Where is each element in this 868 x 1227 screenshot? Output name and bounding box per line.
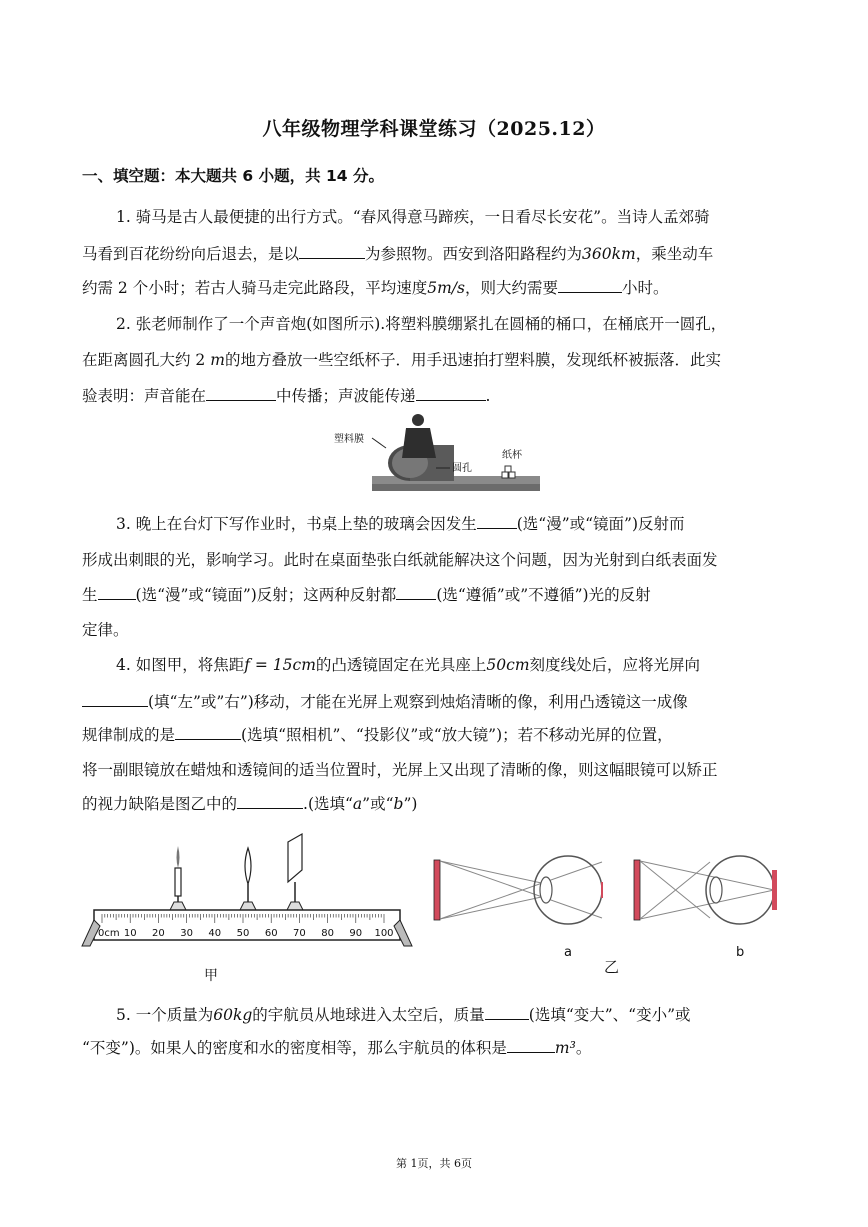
paper-cup [505, 466, 511, 472]
q5-mass: 60kg [213, 1006, 253, 1024]
answer-blank[interactable] [206, 386, 276, 401]
ruler-label: 0cm [98, 928, 120, 939]
q5-text: 5. 一个质量为 [116, 1006, 214, 1024]
figure-label-jia: 甲 [204, 968, 218, 984]
answer-blank[interactable] [485, 1005, 529, 1020]
convex-lens [245, 848, 251, 884]
q2-text: . [485, 387, 491, 405]
q5-line-1 [116, 1003, 691, 1025]
q4-text: 将一副眼镜放在蜡烛和透镜间的适当位置时，光屏上又出现了清晰的像，则这幅眼镜可以矫正 [82, 761, 718, 779]
eye-lens-b [710, 877, 722, 903]
q1-text: ，则大约需要 [464, 279, 558, 297]
q1-text: 小时。 [621, 279, 669, 297]
q5-line-2 [82, 1036, 591, 1058]
q4-text: ”) [403, 795, 418, 813]
ruler-label: 70 [293, 928, 306, 939]
teacher-body [402, 428, 436, 458]
ruler-label: 50 [236, 928, 250, 939]
q2-line-2 [82, 348, 721, 370]
q1-text: 为参照物。西安到洛阳路程约为 [365, 245, 583, 263]
answer-blank[interactable] [82, 692, 148, 707]
q4-line-2 [82, 690, 688, 712]
q4-option-a: a [352, 795, 363, 813]
q5-text: (选填“变大”、“变小”或 [528, 1006, 691, 1024]
q3-line-4 [82, 618, 129, 640]
label-hole: 圆孔 [452, 463, 472, 474]
q3-text: 生 [82, 586, 98, 604]
q1-line-3 [82, 276, 669, 298]
ruler-label: 30 [180, 928, 193, 939]
light-ray [440, 862, 602, 919]
page-footer: 第 1页，共 6页 [396, 1157, 472, 1170]
q4-text: ”或“ [362, 795, 394, 813]
ruler-label: 40 [208, 928, 222, 939]
eye-label-a: a [564, 945, 572, 960]
q4-position: 50cm [486, 656, 530, 674]
figure-label-yi: 乙 [604, 958, 620, 976]
holder [240, 902, 256, 910]
q4-text: 的视力缺陷是图乙中的 [82, 795, 238, 813]
holder [170, 902, 186, 910]
q2-line-3 [82, 384, 490, 406]
q4-line-1 [116, 653, 700, 675]
q4-option-b: b [393, 795, 404, 813]
paper-cup [502, 472, 508, 478]
q3-line-1 [116, 512, 685, 534]
answer-blank[interactable] [299, 244, 365, 259]
q3-line-2 [82, 548, 718, 570]
label-cup: 纸杯 [502, 450, 522, 461]
optical-bench-figure [80, 828, 420, 990]
q5-text: 的宇航员从地球进入太空后，质量 [252, 1006, 485, 1024]
answer-blank[interactable] [558, 278, 622, 293]
q4-text: (填“左”或”右”)移动，才能在光屏上观察到烛焰清晰的像，利用凸透镜这一成像 [148, 693, 688, 711]
q1-distance: 360km [582, 245, 636, 263]
answer-blank[interactable] [477, 514, 517, 529]
candle [175, 868, 181, 896]
q2-text: 在距离圆孔大约 2 [82, 351, 206, 369]
light-ray [440, 861, 602, 918]
q4-text: (选填“照相机”、“投影仪”或“放大镜”)；若不移动光屏的位置， [241, 726, 673, 744]
teacher-head [412, 414, 424, 426]
q1-text: 马看到百花纷纷向后退去，是以 [82, 245, 300, 263]
paper-cup [509, 472, 515, 478]
answer-blank[interactable] [98, 585, 136, 600]
q4-text: 刻度线处后，应将光屏向 [529, 656, 701, 674]
q4-line-3 [82, 723, 673, 745]
q1-text: 1. 骑马是古人最便捷的出行方式。“春风得意马蹄疾，一日看尽长安花”。当诗人孟郊骑 [116, 208, 710, 226]
object-pencil-a [434, 860, 440, 920]
q5-text: “不变”)。如果人的密度和水的密度相等，那么宇航员的体积是 [82, 1039, 507, 1057]
ruler-label: 90 [349, 928, 363, 939]
ruler-label: 80 [321, 928, 334, 939]
q4-text: 规律制成的是 [82, 726, 176, 744]
film-pointer [372, 438, 386, 448]
object-pencil-b [634, 860, 640, 920]
q3-text: (选“漫”或“镜面”)反射；这两种反射都 [135, 586, 397, 604]
q3-text: 形成出刺眼的光，影响学习。此时在桌面垫张白纸就能解决这个问题，因为光射到白纸表面发 [82, 551, 718, 569]
q1-text: ，乘坐动车 [635, 245, 714, 263]
q4-line-5 [82, 792, 417, 814]
q4-focal-length: f = 15cm [244, 656, 316, 674]
light-ray [640, 862, 710, 919]
ruler-label: 60 [264, 928, 278, 939]
light-ray [440, 896, 546, 919]
q2-unit: m [210, 351, 225, 369]
q3-text: (选“漫”或“镜面”)反射而 [516, 515, 685, 533]
eye-diagrams-figure [428, 848, 798, 978]
q4-line-4 [82, 758, 718, 780]
q5-text: 。 [575, 1039, 592, 1057]
answer-blank[interactable] [396, 585, 436, 600]
q3-line-3 [82, 583, 651, 605]
answer-blank[interactable] [507, 1038, 555, 1053]
q1-line-2 [82, 242, 713, 264]
q4-text: .(选填“ [303, 795, 353, 813]
q2-text: 的地方叠放一些空纸杯子．用手迅速拍打塑料膜，发现纸杯被振落．此实 [224, 351, 721, 369]
q1-speed: 5m/s [427, 279, 465, 297]
q4-text: 4. 如图甲，将焦距 [116, 656, 245, 674]
q3-text: 3. 晚上在台灯下写作业时，书桌上垫的玻璃会因发生 [116, 515, 477, 533]
q2-text: 验表明：声音能在 [82, 387, 207, 405]
light-ray [440, 861, 546, 884]
q4-text: 的凸透镜固定在光具座上 [315, 656, 487, 674]
image-b [772, 870, 777, 910]
sound-cannon-figure [332, 414, 544, 498]
eye-lens-a [540, 877, 552, 903]
label-film: 塑料膜 [334, 434, 364, 445]
eye-label-b: b [736, 945, 745, 960]
ruler-label: 20 [152, 928, 165, 939]
q2-line-1 [116, 312, 726, 334]
answer-blank[interactable] [237, 794, 303, 809]
light-ray [640, 861, 710, 918]
answer-blank[interactable] [416, 386, 486, 401]
q5-unit: m³ [554, 1039, 576, 1057]
light-screen [288, 834, 302, 882]
page-title: 八年级物理学科课堂练习（2025.12） [262, 118, 606, 140]
q1-line-1 [116, 205, 710, 227]
holder [287, 902, 303, 910]
q1-text: 约需 2 个小时；若古人骑马走完此路段，平均速度 [82, 279, 428, 297]
ruler-label: 100 [374, 928, 394, 939]
q2-text: 2. 张老师制作了一个声音炮(如图所示).将塑料膜绷紧扎在圆桶的桶口，在桶底开一圆孔， [116, 315, 727, 333]
q3-text: (选“遵循”或”不遵循”)光的反射 [436, 586, 651, 604]
candle-flame [177, 846, 180, 868]
answer-blank[interactable] [175, 725, 241, 740]
ruler-label: 10 [123, 928, 137, 939]
section-heading: 一、填空题：本大题共 6 小题，共 14 分。 [82, 167, 384, 185]
q2-text: 中传播；声波能传递 [276, 387, 416, 405]
q3-text: 定律。 [82, 621, 129, 639]
